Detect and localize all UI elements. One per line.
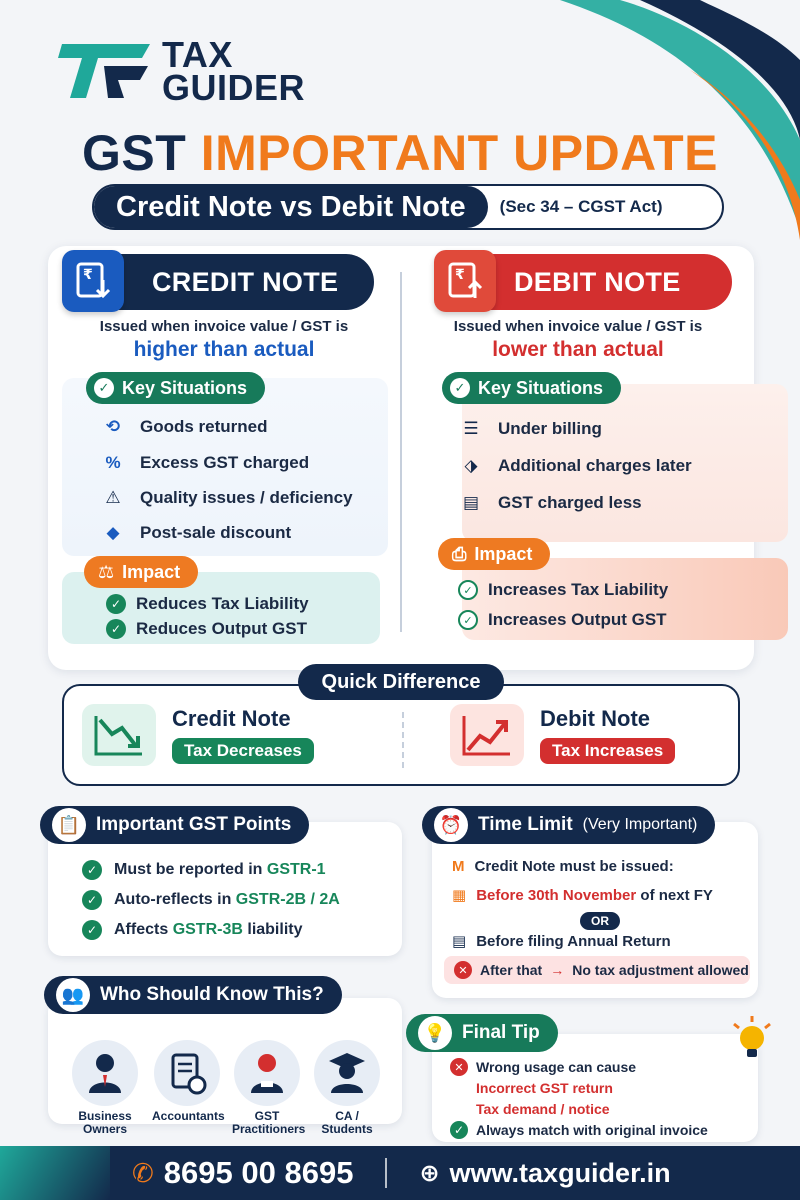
debit-situation-text: GST charged less — [498, 493, 642, 512]
footer-divider — [385, 1158, 387, 1188]
tip-line1-text: Wrong usage can cause — [476, 1059, 637, 1075]
document-calculator-icon: ▤ — [452, 933, 467, 950]
credit-issued-strong: higher than actual — [133, 338, 315, 361]
debit-note-heading: DEBIT NOTE — [514, 266, 681, 297]
or-badge: OR — [580, 912, 620, 930]
percent-badge-icon: % — [105, 453, 121, 472]
audience-label: Business Owners — [78, 1109, 132, 1136]
clipboard-icon: 📋 — [52, 808, 86, 842]
subtitle-section: (Sec 34 – CGST Act) — [499, 197, 663, 216]
credit-situation-text: Excess GST charged — [140, 453, 310, 472]
debit-issued-text: Issued when invoice value / GST is — [453, 318, 703, 335]
quick-divider — [402, 712, 404, 768]
contact-footer — [0, 1146, 800, 1200]
mark-icon: M — [452, 858, 465, 875]
credit-impact-label — [84, 556, 198, 588]
time-limit-title: Time Limit — [478, 814, 573, 835]
check-icon: ✓ — [106, 619, 126, 639]
globe-icon: ⊕ — [419, 1159, 440, 1187]
calendar-icon: ▦ — [452, 887, 467, 904]
warning-icon: ⚠ — [105, 488, 121, 507]
check-icon: ✓ — [450, 1121, 468, 1139]
svg-text:₹: ₹ — [83, 267, 93, 283]
gst-point-highlight: GSTR-3B — [172, 921, 243, 938]
gst-points-title: Important GST Points — [96, 814, 292, 835]
phone-number: 8695 00 8695 — [163, 1155, 354, 1190]
final-tip-header — [406, 1014, 558, 1052]
trend-down-icon — [82, 704, 156, 766]
time-limit-line3 — [452, 932, 671, 950]
gst-point-highlight: GSTR-1 — [266, 861, 326, 878]
tip-line3: Tax demand / notice — [476, 1101, 610, 1117]
debit-situation-text: Additional charges later — [498, 456, 692, 475]
accountant-icon — [154, 1040, 220, 1106]
time-limit-note: (Very Important) — [582, 816, 698, 833]
credit-issued-text: Issued when invoice value / GST is — [99, 318, 349, 335]
page-title — [0, 124, 800, 182]
gst-point-text: Auto-reflects in — [114, 891, 236, 908]
graduate-icon — [314, 1040, 380, 1106]
check-icon: ✓ — [458, 580, 478, 600]
credit-note-heading: CREDIT NOTE — [152, 266, 339, 297]
credit-situation-item — [100, 485, 353, 511]
close-icon: ✕ — [450, 1058, 468, 1076]
subtitle-pill — [92, 184, 724, 230]
printer-icon: ⎙ — [452, 543, 467, 564]
title-gst: GST — [82, 125, 187, 181]
time-limit-header — [422, 806, 715, 844]
time-limit-alert — [444, 956, 750, 984]
quick-credit-name: Credit Note — [172, 706, 291, 731]
box-return-icon: ⟲ — [105, 417, 121, 436]
credit-situation-item — [100, 520, 291, 546]
tip-line2: Incorrect GST return — [476, 1080, 613, 1096]
quick-debit-block — [450, 704, 675, 766]
trend-up-icon — [450, 704, 524, 766]
close-icon: ✕ — [454, 961, 472, 979]
check-icon: ✓ — [106, 594, 126, 614]
debit-impact-item — [458, 610, 667, 630]
quick-debit-badge: Tax Increases — [540, 738, 675, 764]
audience-card — [48, 998, 402, 1136]
check-icon: ✓ — [82, 920, 102, 940]
people-group-icon: 👥 — [56, 978, 90, 1012]
alert-text: No tax adjustment allowed — [572, 962, 749, 978]
audience-item — [70, 1040, 140, 1136]
audience-header — [44, 976, 342, 1014]
gst-point-tail: liability — [242, 921, 303, 938]
credit-document-icon — [62, 250, 124, 312]
debit-issued-strong: lower than actual — [492, 338, 664, 361]
website-link[interactable] — [419, 1158, 670, 1189]
check-icon: ✓ — [458, 610, 478, 630]
comparison-card — [48, 246, 754, 670]
debit-situation-item — [458, 490, 642, 516]
receipt-check-icon: ▤ — [462, 493, 480, 512]
hand-coin-icon: ⚖ — [98, 561, 115, 582]
credit-impact-text: Reduces Tax Liability — [136, 594, 309, 613]
debit-impact-label — [438, 538, 550, 570]
debit-situation-item — [458, 416, 602, 442]
tip-line4-text: Always match with original invoice — [476, 1122, 708, 1138]
audience-item — [152, 1040, 225, 1123]
credit-impact-item — [106, 619, 307, 639]
credit-note-column — [48, 246, 400, 670]
check-icon: ✓ — [82, 860, 102, 880]
check-icon: ✓ — [82, 890, 102, 910]
svg-text:₹: ₹ — [455, 267, 465, 283]
audience-label: Accountants — [152, 1109, 225, 1123]
gst-point-text: Must be reported in — [114, 861, 267, 878]
check-icon: ✓ — [450, 378, 470, 398]
business-owner-icon — [72, 1040, 138, 1106]
time-limit-card — [432, 822, 758, 998]
brand-line1: TAX — [162, 34, 233, 75]
alarm-clock-icon: ⏰ — [434, 808, 468, 842]
website-url: www.taxguider.in — [449, 1157, 671, 1188]
debit-key-label-text: Key Situations — [478, 377, 604, 398]
gst-point-item — [82, 890, 340, 910]
credit-situation-text: Goods returned — [140, 417, 268, 436]
logo-mark-icon — [58, 40, 154, 102]
debit-impact-label-text: Impact — [474, 543, 533, 564]
gst-point-highlight: GSTR-2B / 2A — [235, 891, 340, 908]
discount-tag-icon: ◆ — [106, 523, 120, 542]
time-limit-deadline-tail: of next FY — [636, 886, 713, 904]
credit-impact-label-text: Impact — [122, 561, 181, 582]
quick-difference-title: Quick Difference — [298, 664, 504, 700]
credit-key-situations-label — [86, 372, 265, 404]
credit-impact-item — [106, 594, 309, 614]
phone-icon: ✆ — [132, 1157, 154, 1188]
footer-accent — [0, 1146, 110, 1200]
debit-document-icon — [434, 250, 496, 312]
time-limit-line1-text: Credit Note must be issued: — [474, 858, 674, 875]
credit-impact-text: Reduces Output GST — [136, 619, 307, 638]
debit-situation-item — [458, 453, 692, 479]
gst-point-item — [82, 860, 326, 880]
audience-title: Who Should Know This? — [100, 984, 324, 1005]
subtitle-main: Credit Note vs Debit Note — [94, 186, 488, 228]
audience-item — [312, 1040, 382, 1136]
debit-situation-text: Under billing — [498, 419, 602, 438]
brand-logo — [58, 34, 306, 108]
time-limit-line2 — [452, 886, 713, 904]
debit-note-column — [402, 246, 754, 670]
gst-point-item — [82, 920, 303, 940]
credit-note-header — [88, 254, 374, 310]
credit-situation-text: Post-sale discount — [140, 523, 292, 542]
debit-impact-text: Increases Tax Liability — [488, 580, 669, 599]
lightbulb-icon: 💡 — [418, 1016, 452, 1050]
time-limit-deadline: Before 30th November — [476, 886, 637, 904]
quick-credit-block — [82, 704, 314, 766]
credit-situation-item — [100, 414, 268, 440]
alert-arrow: → — [550, 962, 565, 978]
debit-impact-text: Increases Output GST — [488, 610, 667, 629]
lightbulb-decor-icon — [728, 1014, 776, 1066]
tip-line1 — [450, 1058, 636, 1076]
gst-point-text: Affects — [114, 921, 173, 938]
quick-credit-badge: Tax Decreases — [172, 738, 314, 764]
quick-debit-name: Debit Note — [540, 706, 650, 731]
price-tag-icon: ⬗ — [464, 456, 478, 475]
invoice-list-icon: ☰ — [463, 419, 479, 438]
title-update: IMPORTANT UPDATE — [200, 125, 718, 181]
brand-line2: GUIDER — [162, 67, 306, 108]
debit-key-situations-label — [442, 372, 621, 404]
credit-key-label-text: Key Situations — [122, 377, 248, 398]
phone-contact[interactable] — [132, 1155, 353, 1191]
audience-label: GST Practitioners — [232, 1109, 306, 1136]
time-limit-line3-text: Before filing Annual Return — [476, 932, 671, 950]
final-tip-title: Final Tip — [462, 1022, 540, 1043]
gst-practitioner-icon — [234, 1040, 300, 1106]
audience-item — [232, 1040, 306, 1136]
check-icon: ✓ — [94, 378, 114, 398]
alert-prefix: After that — [480, 962, 543, 978]
gst-points-header — [40, 806, 309, 844]
credit-situation-text: Quality issues / deficiency — [140, 488, 353, 507]
credit-situation-item — [100, 450, 309, 476]
time-limit-line1 — [452, 858, 674, 875]
audience-label: CA / Students — [321, 1109, 373, 1136]
debit-impact-item — [458, 580, 668, 600]
tip-line4 — [450, 1121, 708, 1139]
